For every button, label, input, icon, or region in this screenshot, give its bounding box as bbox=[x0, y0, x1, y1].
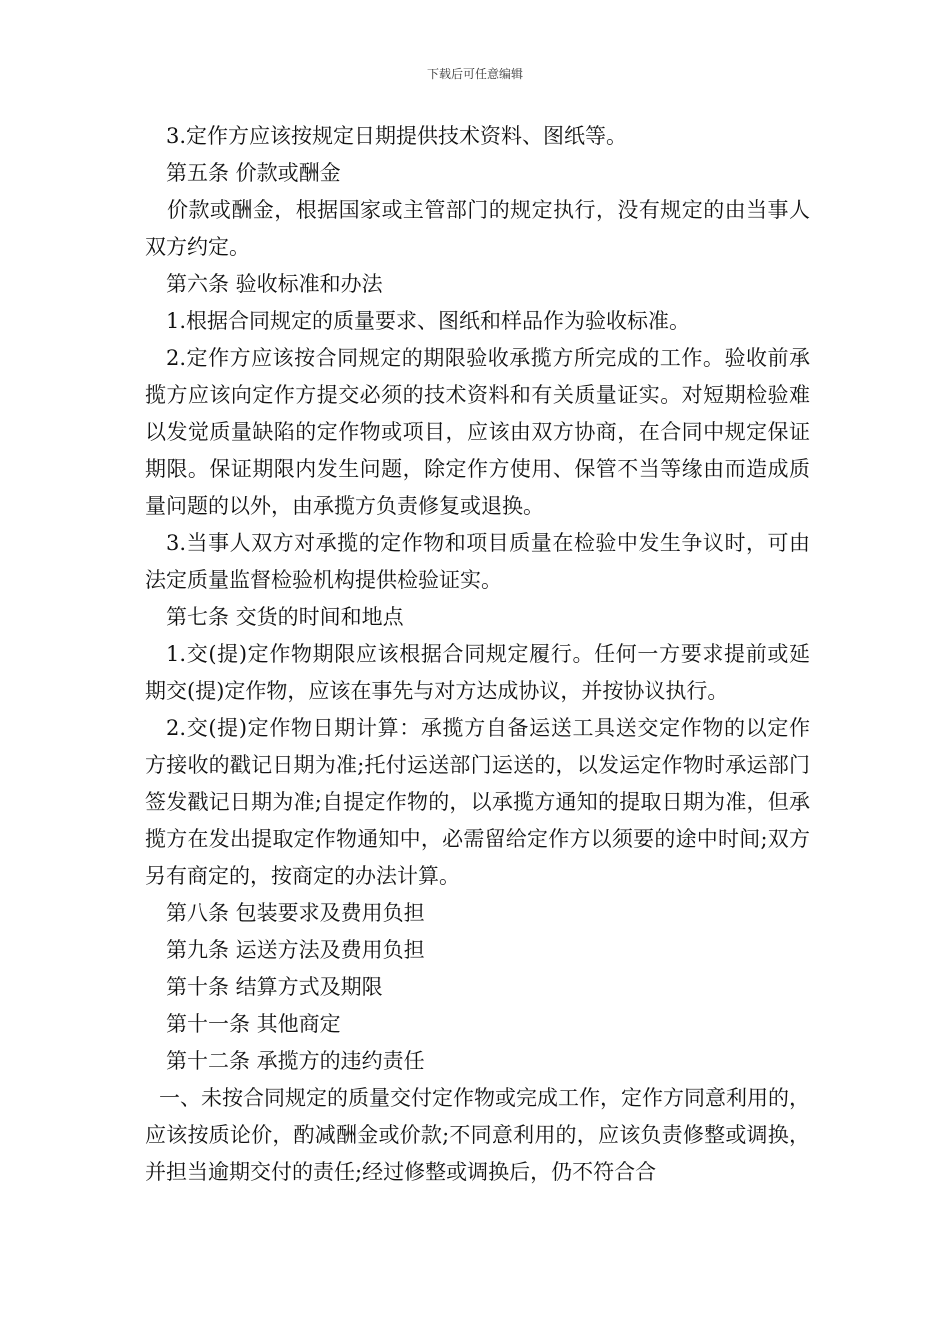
paragraph-article7-item1: 1.交(提)定作物期限应该根据合同规定履行。任何一方要求提前或延期交(提)定作物，应该在事先与对方达成协议，并按协议执行。 bbox=[145, 642, 810, 703]
document-body bbox=[145, 118, 810, 1191]
heading-article6: 第六条 验收标准和办法 bbox=[166, 272, 383, 296]
paragraph-article12-item1: 一、未按合同规定的质量交付定作物或完成工作，定作方同意利用的，应该按质论价，酌减酬金或价款;不同意利用的，应该负责修整或调换，并担当逾期交付的责任;经过修整或调换后，仍不符合合 bbox=[145, 1086, 810, 1184]
heading-article5: 第五条 价款或酬金 bbox=[166, 161, 341, 185]
heading-article10: 第十条 结算方式及期限 bbox=[166, 975, 383, 999]
paragraph-article4-item3: 3.定作方应该按规定日期提供技术资料、图纸等。 bbox=[166, 124, 628, 148]
header-note: 下载后可任意编辑 bbox=[426, 67, 523, 81]
paragraph-article5-body: 价款或酬金，根据国家或主管部门的规定执行，没有规定的由当事人双方约定。 bbox=[145, 198, 810, 259]
paragraph-article7-item2: 2.交(提)定作物日期计算：承揽方自备运送工具送交定作物的以定作方接收的戳记日期为准;托付运送部门运送的，以发运定作物时承运部门签发戳记日期为准;自提定作物的，以承揽方通知的提取日期为准，但承揽方在发出提取定作物通知中，必需留给定作方以须要的途中时间;双方另有商定的，按商定的办法计算。 bbox=[145, 716, 810, 888]
heading-article8: 第八条 包装要求及费用负担 bbox=[166, 901, 425, 925]
heading-article9: 第九条 运送方法及费用负担 bbox=[166, 938, 425, 962]
paragraph-article6-item1: 1.根据合同规定的质量要求、图纸和样品作为验收标准。 bbox=[166, 309, 691, 333]
heading-article7: 第七条 交货的时间和地点 bbox=[166, 605, 404, 629]
heading-article11: 第十一条 其他商定 bbox=[166, 1012, 341, 1036]
heading-article12: 第十二条 承揽方的违约责任 bbox=[166, 1049, 425, 1073]
paragraph-article6-item2: 2.定作方应该按合同规定的期限验收承揽方所完成的工作。验收前承揽方应该向定作方提交必须的技术资料和有关质量证实。对短期检验难以发觉质量缺陷的定作物或项目，应该由双方协商，在合同中规定保证期限。保证期限内发生问题，除定作方使用、保管不当等缘由而造成质量问题的以外，由承揽方负责修复或退换。 bbox=[145, 346, 810, 518]
paragraph-article6-item3: 3.当事人双方对承揽的定作物和项目质量在检验中发生争议时，可由法定质量监督检验机构提供检验证实。 bbox=[145, 531, 810, 592]
